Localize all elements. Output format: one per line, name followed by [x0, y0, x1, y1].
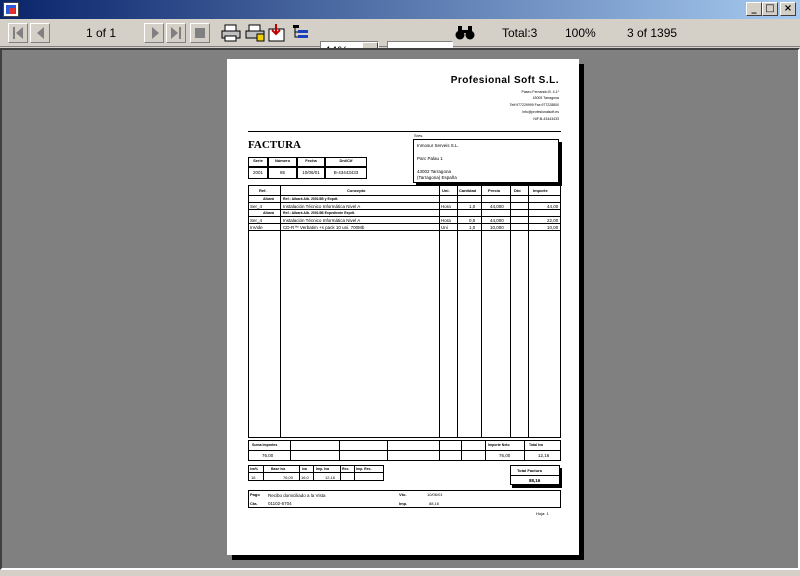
val-numero: 85: [268, 167, 297, 179]
col-numero: Número: [268, 157, 297, 167]
minimize-button[interactable]: _: [746, 2, 762, 16]
page-number: Hoja: 1: [536, 511, 549, 516]
tax-col-iva: Iva: [302, 467, 307, 471]
val-fecha: 10/06/01: [297, 167, 325, 179]
amount-label: Imp.: [399, 501, 408, 506]
totals-col-divider: [290, 440, 291, 461]
stop-button[interactable]: [190, 23, 210, 43]
row-divider: [248, 230, 561, 231]
line-concept: Instalación Técnico Informática Nivel A: [283, 204, 361, 209]
line-uni: Uni: [441, 225, 448, 230]
company-email: info@profesionalsoft.es: [522, 110, 559, 114]
record-label: 3 of 1395: [627, 26, 678, 40]
totals-col-divider: [524, 440, 525, 461]
totals-col-divider: [387, 440, 388, 461]
line-price: 44,000: [490, 204, 504, 209]
col-precio: Precio: [488, 188, 501, 193]
col-uni: Uni.: [442, 188, 450, 193]
tax-col-rec: Rec.: [342, 467, 350, 471]
line-qty: 1,0: [469, 204, 476, 209]
tax-col-divider: [263, 465, 264, 481]
line-price: 10,000: [490, 225, 504, 230]
line-qty: 0,5: [469, 218, 476, 223]
title-bar: [0, 0, 800, 19]
total-label: Total Factura: [517, 468, 542, 473]
tax-col-divider: [354, 465, 355, 481]
tax-col-divider: [340, 465, 341, 481]
line-ref: InVide: [250, 225, 263, 230]
pronto-label: Importe Neto: [488, 443, 510, 447]
totals-col-divider: [461, 440, 462, 461]
row-divider: [248, 216, 561, 217]
due-value: 10/06/01: [427, 492, 443, 497]
pronto-value: 76,00: [499, 453, 511, 458]
invoice-page: [227, 59, 579, 555]
previous-page-icon: [37, 27, 44, 39]
tax-val-iva-pct: 16: [251, 475, 256, 480]
tax-col-iva-pct: Iva%: [250, 467, 258, 471]
previous-page-button[interactable]: [30, 23, 50, 43]
due-label: Vto.: [399, 492, 407, 497]
stop-icon: [195, 28, 205, 38]
export-icon[interactable]: [266, 23, 288, 43]
line-amount: 10,00: [547, 225, 559, 230]
company-name: Profesional Soft S.L.: [450, 75, 559, 86]
line-ref: Albarà: [263, 197, 274, 201]
totals-col-divider: [439, 440, 440, 461]
col-ref: Ref.: [259, 188, 267, 193]
tax-val-iva: 16,0: [301, 475, 309, 480]
tax-val-base: 76,00: [283, 475, 294, 480]
toolbar: [0, 19, 800, 47]
client-address: Parc Palau 1: [417, 156, 443, 161]
total-label: Total:3: [502, 26, 538, 40]
next-page-icon: [152, 27, 159, 39]
col-concepto: Concepto: [347, 188, 366, 193]
col-dto: Dto: [514, 188, 521, 193]
iva-total-value: 12,16: [538, 453, 550, 458]
col-dni: Dni/Cif: [325, 157, 367, 167]
invoice-title: FACTURA: [248, 139, 301, 151]
line-concept: CD-R™ Verbatim +s pack 10 uni. 700Mb: [283, 225, 365, 230]
client-name: Inmosur Serveis S.L.: [417, 143, 459, 148]
line-amount: 44,00: [547, 204, 559, 209]
print-setup-icon[interactable]: [244, 23, 266, 43]
col-importe: Importe: [533, 188, 548, 193]
base-label: Suma Importes: [252, 443, 278, 447]
line-concept: Instalación Técnico Informática Nivel A: [283, 218, 361, 223]
header-divider: [248, 131, 561, 132]
val-serie: 2001: [248, 167, 268, 179]
total-box: [510, 465, 560, 485]
company-address-line1: Paseo Fernando B. 4-1º: [521, 90, 559, 94]
print-icon[interactable]: [220, 23, 242, 43]
tax-val-imp-iva: 12,16: [325, 475, 336, 480]
client-province: (Tarragona) España: [417, 175, 457, 180]
total-box-divider: [511, 475, 559, 476]
payment-label: Pago: [250, 492, 260, 497]
company-nif: NIF:B-43443433: [533, 117, 559, 121]
first-page-button[interactable]: [8, 23, 28, 43]
tax-divider: [248, 472, 384, 473]
row-divider: [248, 223, 561, 224]
line-uni: Hora: [441, 218, 451, 223]
line-concept: Ref.: Albarà Alb. 2001/85 y Expdt.: [283, 197, 339, 201]
totals-col-divider: [339, 440, 340, 461]
client-box: [413, 139, 559, 183]
account-value: 01102-6704: [268, 501, 292, 506]
client-label: Sres.: [414, 133, 424, 138]
line-amount: 22,00: [547, 218, 559, 223]
close-button[interactable]: ×: [780, 2, 796, 16]
line-qty: 1,0: [469, 225, 476, 230]
page-indicator: 1 of 1: [86, 26, 117, 40]
company-phone: Telf:977229999 Fax:977228800: [509, 103, 559, 107]
base-value: 76,00: [262, 453, 274, 458]
col-serie: Serie: [248, 157, 268, 167]
col-fecha: Fecha: [297, 157, 325, 167]
percent-label: 100%: [565, 26, 596, 40]
iva-total-label: Total Iva: [529, 443, 543, 447]
totals-divider: [248, 450, 561, 451]
tax-col-base: Base Iva: [271, 467, 286, 471]
client-city: 43002 Tarragona: [417, 169, 451, 174]
tax-col-imp-rec: Imp. Rec.: [356, 467, 372, 471]
group-tree-icon[interactable]: [290, 23, 312, 43]
app-icon[interactable]: [3, 2, 19, 17]
line-price: 44,000: [490, 218, 504, 223]
next-page-button[interactable]: [144, 23, 164, 43]
account-label: Cta.: [250, 501, 258, 506]
row-divider: [248, 202, 561, 203]
tax-col-divider: [313, 465, 314, 481]
status-bar: [0, 570, 800, 576]
line-ref: Ser_4: [250, 204, 263, 209]
tax-col-divider: [299, 465, 300, 481]
maximize-button[interactable]: □: [762, 2, 778, 16]
totals-col-divider: [485, 440, 486, 461]
line-uni: Hora: [441, 204, 451, 209]
payment-value: Recibo domiciliado a la Vista: [268, 493, 326, 498]
search-binoculars-icon[interactable]: [454, 23, 476, 43]
total-value: 88,16: [529, 478, 541, 483]
line-ref: Ser_4: [250, 218, 263, 223]
amount-value: 88,16: [429, 501, 440, 506]
line-concept: Ref.: Albarà Alb. 2001/86 Expediente Expdt.: [283, 211, 355, 215]
last-page-button[interactable]: [166, 23, 186, 43]
row-divider: [248, 209, 561, 210]
val-dni: B-43443433: [325, 167, 367, 179]
company-address-line2: 43005 Tarragona: [532, 96, 559, 100]
col-cantidad: Cantidad: [459, 188, 477, 193]
lines-header-divider: [248, 195, 561, 196]
line-ref: Albarà: [263, 211, 274, 215]
tax-col-imp-iva: Imp. Iva: [316, 467, 330, 471]
